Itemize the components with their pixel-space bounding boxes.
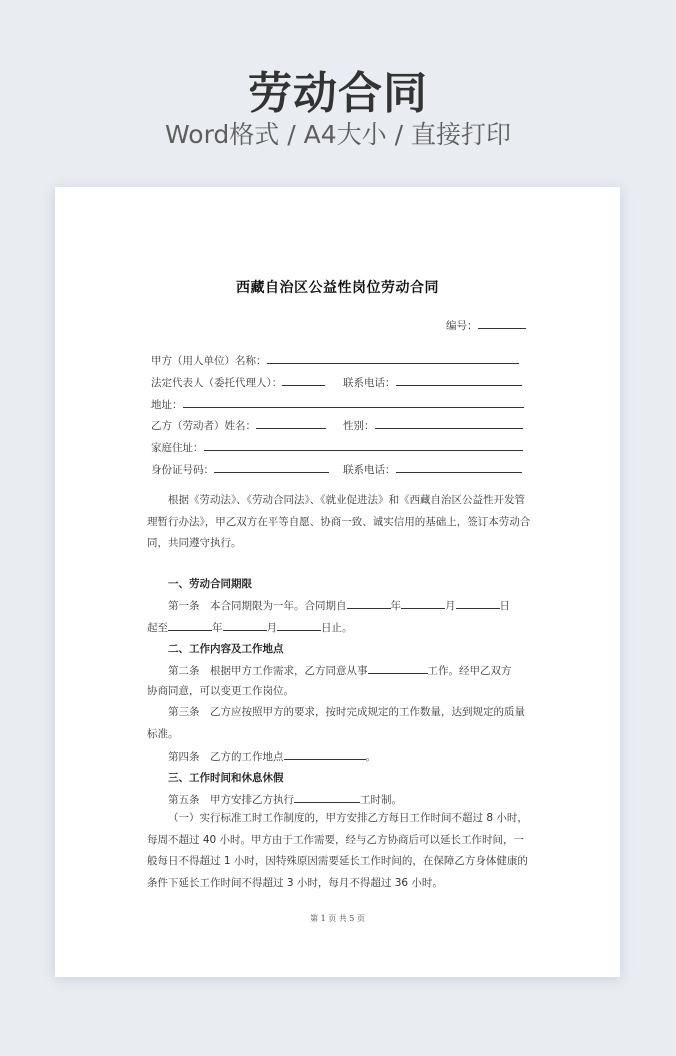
id-number-row (151, 462, 329, 477)
article-1-line-1 (168, 598, 510, 613)
gender-row (343, 418, 523, 433)
article-5-text: 第五条 甲方安排乙方执行 (168, 794, 294, 806)
end-label: 日止。 (321, 622, 353, 634)
article-5-line (168, 792, 402, 807)
end-month-blank[interactable] (223, 620, 267, 631)
article-1-line-2 (147, 620, 353, 635)
home-address-blank[interactable] (204, 440, 523, 451)
year-label: 年 (212, 622, 223, 634)
article-2-line-2: 协商同意，可以变更工作岗位。 (147, 685, 294, 697)
work-hours-system-blank[interactable] (294, 792, 360, 803)
banner-subtitle: Word格式 / A4大小 / 直接打印 (165, 120, 511, 149)
employee-phone-row (343, 462, 522, 477)
gender-label: 性别： (343, 420, 375, 432)
year-label: 年 (390, 600, 401, 612)
id-number-blank[interactable] (214, 462, 329, 473)
month-label: 月 (266, 622, 277, 634)
home-address-label: 家庭住址： (151, 442, 204, 454)
end-day-blank[interactable] (277, 620, 321, 631)
id-number-label: 身份证号码： (151, 464, 214, 476)
job-type-blank[interactable] (368, 663, 428, 674)
employer-phone-label: 联系电话： (343, 377, 396, 389)
serial-number-label: 编号： (446, 320, 478, 332)
article-2-line-1 (168, 663, 512, 678)
employee-phone-blank[interactable] (396, 462, 522, 473)
employee-name-blank[interactable] (256, 418, 326, 429)
employer-phone-row (343, 375, 522, 390)
serial-number-field[interactable] (446, 318, 526, 333)
legal-rep-blank[interactable] (282, 375, 325, 386)
legal-rep-label: 法定代表人（委托代理人）： (151, 377, 283, 389)
section-2-heading: 二、工作内容及工作地点 (168, 643, 284, 655)
article-2-text-b: 工作。经甲乙双方 (427, 665, 512, 677)
banner-title: 劳动合同 (248, 68, 428, 119)
employee-phone-label: 联系电话： (343, 464, 396, 476)
address-row (151, 397, 524, 412)
work-location-blank[interactable] (284, 749, 366, 760)
article-3-paragraph: 第三条 乙方应按照甲方的要求，按时完成规定的工作数量，达到规定的质量标准。 (147, 706, 525, 740)
article-5-end: 工时制。 (360, 794, 402, 806)
article-4-line (168, 749, 376, 764)
employee-name-row (151, 418, 326, 433)
legal-rep-row (151, 375, 325, 390)
address-label: 地址： (151, 399, 183, 411)
end-year-blank[interactable] (168, 620, 212, 631)
serial-number-blank[interactable] (478, 318, 526, 329)
employer-phone-blank[interactable] (396, 375, 522, 386)
month-label: 月 (445, 600, 456, 612)
page-footer: 第 1 页 共 5 页 (310, 914, 365, 923)
employer-name-blank[interactable] (267, 353, 519, 364)
start-day-blank[interactable] (456, 598, 500, 609)
preamble-paragraph: 根据《劳动法》、《劳动合同法》、《就业促进法》和《西藏自治区公益性开发管理暂行办法》，甲乙双方在平等自愿、协商一致、诚实信用的基础上，签订本劳动合同，共同遵守执行。 (147, 494, 531, 549)
article-4-text: 第四条 乙方的工作地点 (168, 751, 284, 763)
address-blank[interactable] (183, 397, 524, 408)
gender-blank[interactable] (375, 418, 523, 429)
start-year-blank[interactable] (347, 598, 391, 609)
section-3-heading: 三、工作时间和休息休假 (168, 772, 284, 784)
article-5-clause-1: （一）实行标准工时工作制度的，甲方安排乙方每日工作时间不超过 8 小时，每周不超过 40 小时。甲方由于工作需要，经与乙方协商后可以延长工作时间，一般每日不得超过 1 小时，因特殊原因需要延长工作时间的，在保障乙方身体健康的条件下延长工作时间不得超过 3 小时，每月不得超过 36 小时。 (147, 812, 528, 889)
article-4-end: 。 (365, 751, 376, 763)
start-month-blank[interactable] (401, 598, 445, 609)
article-1-text: 第一条 本合同期限为一年。合同期自 (168, 600, 347, 612)
home-address-row (151, 440, 523, 455)
employer-name-row (151, 353, 519, 368)
document-title: 西藏自治区公益性岗位劳动合同 (236, 280, 439, 296)
until-label: 起至 (147, 622, 168, 634)
article-2-text: 第二条 根据甲方工作需求，乙方同意从事 (168, 665, 368, 677)
employer-name-label: 甲方（用人单位）名称： (151, 355, 267, 367)
employee-name-label: 乙方（劳动者）姓名： (151, 420, 256, 432)
section-1-heading: 一、劳动合同期限 (168, 578, 252, 590)
day-label: 日 (499, 600, 510, 612)
